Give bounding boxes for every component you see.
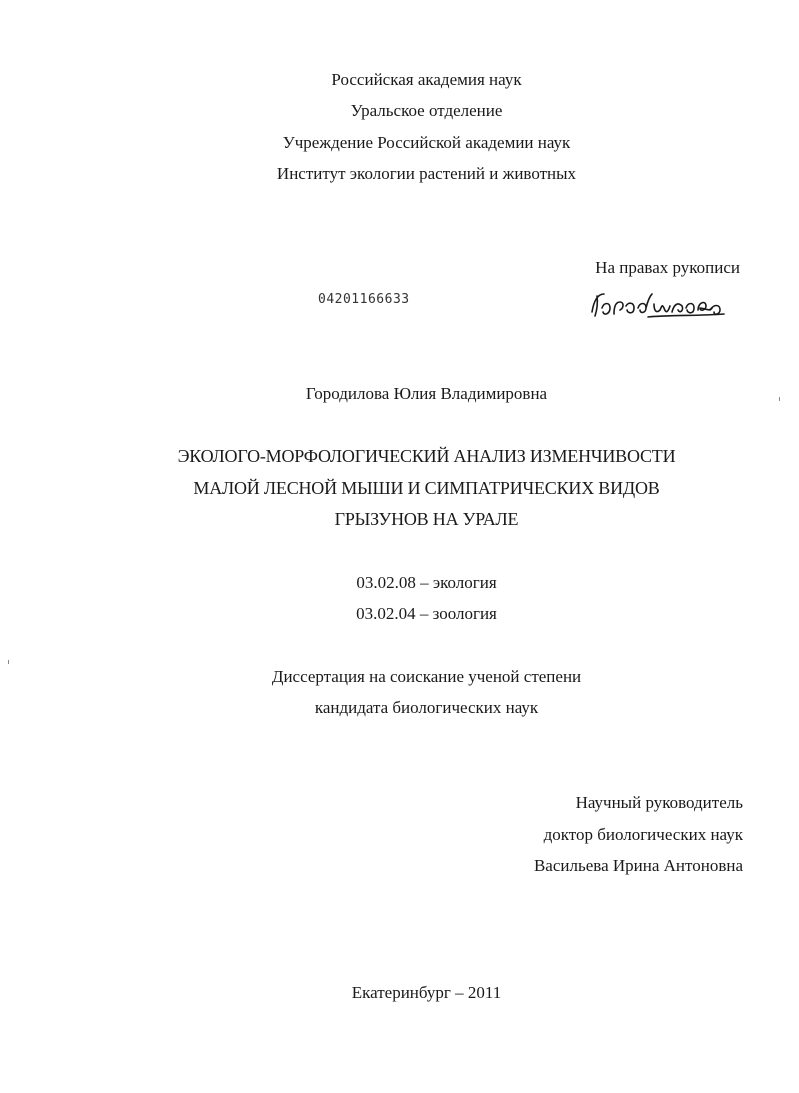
scan-speck [8,660,9,664]
institution-institute: Институт экологии растений и животных [276,164,577,183]
registry-number: 04201166633 [318,292,410,307]
institution-academy: Российская академия наук [331,70,522,89]
specialty-zoology: 03.02.04 – зоология [356,604,497,623]
author-signature [588,286,728,322]
institution-branch: Уральское отделение [350,101,503,120]
dissertation-title-line-3: ГРЫЗУНОВ НА УРАЛЕ [334,509,519,529]
specialty-ecology: 03.02.08 – экология [356,573,497,592]
institution-establishment: Учреждение Российской академии наук [282,133,571,152]
supervisor-name: Васильева Ирина Антоновна [533,856,743,875]
degree-line-1: Диссертация на соискание ученой степени [271,667,582,686]
manuscript-rights-note: На правах рукописи [595,258,740,277]
dissertation-title-line-2: МАЛОЙ ЛЕСНОЙ МЫШИ И СИМПАТРИЧЕСКИХ ВИДОВ [193,478,660,498]
supervisor-role: Научный руководитель [575,793,743,812]
city-year: Екатеринбург – 2011 [351,983,502,1002]
author-name: Городилова Юлия Владимировна [305,384,548,403]
supervisor-degree: доктор биологических наук [543,825,743,844]
dissertation-title-line-1: ЭКОЛОГО-МОРФОЛОГИЧЕСКИЙ АНАЛИЗ ИЗМЕНЧИВОСТИ [177,446,676,466]
degree-line-2: кандидата биологических наук [314,698,539,717]
scan-speck [779,397,780,401]
